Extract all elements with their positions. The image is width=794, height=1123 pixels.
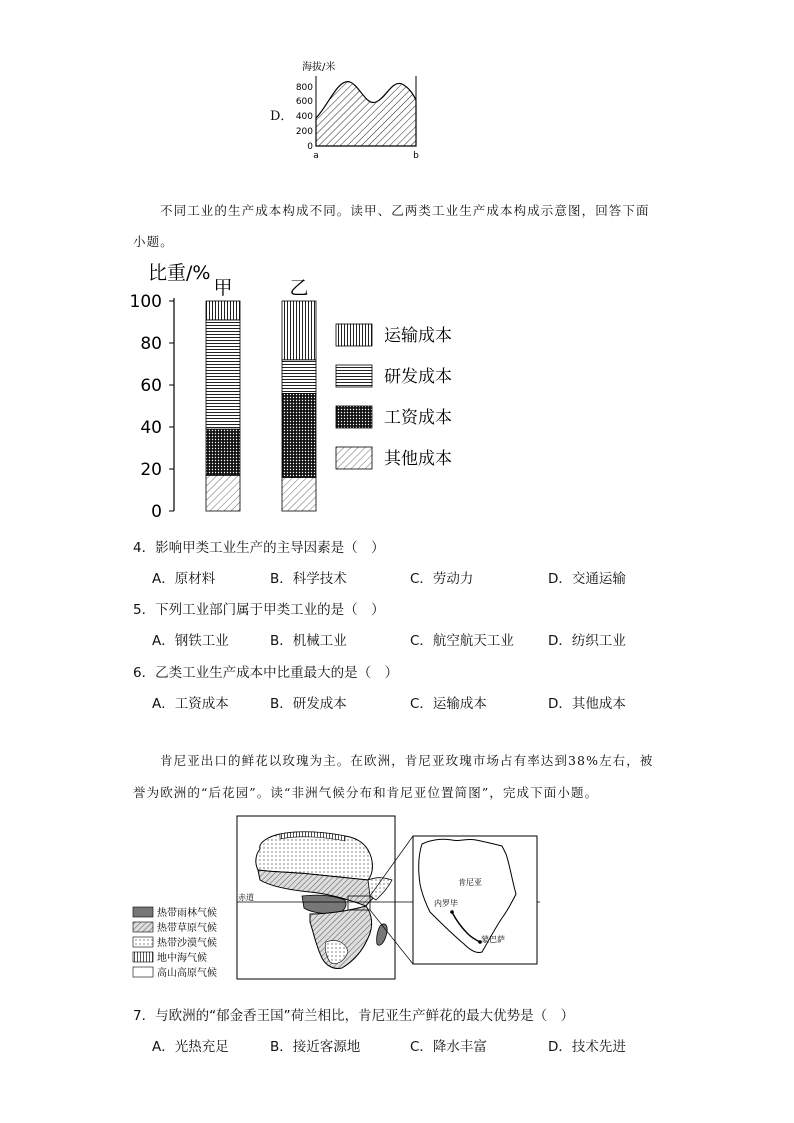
bar-chart-ylabel: 比重/% <box>148 262 211 284</box>
bar-segment <box>282 301 316 360</box>
kenya-label: 肯尼亚 <box>458 878 482 887</box>
legend-swatch-mediterranean <box>133 952 153 962</box>
bar-chart-ytick-label: 100 <box>130 292 162 312</box>
bar-chart-ytick-label: 60 <box>140 376 162 396</box>
legend-label: 地中海气候 <box>157 953 207 964</box>
nairobi-label: 内罗毕 <box>434 899 458 908</box>
q4-option-b[interactable]: B．科学技术 <box>270 571 347 587</box>
legend-label: 高山高原气候 <box>157 968 217 979</box>
bar-legend-swatch <box>336 324 372 346</box>
bar-segment <box>206 475 240 511</box>
bar-legend-label: 工资成本 <box>384 408 452 428</box>
mombasa-label: 蒙巴萨 <box>481 935 505 944</box>
q5-option-a[interactable]: A．钢铁工业 <box>152 633 229 649</box>
elevation-ytick: 800 <box>295 83 313 93</box>
legend-label: 热带雨林气候 <box>157 908 217 919</box>
passage1-line1: 不同工业的生产成本构成不同。读甲、乙两类工业生产成本构成示意图，回答下面 <box>160 203 650 218</box>
q6-option-a[interactable]: A．工资成本 <box>152 696 229 712</box>
bar-category-label: 乙 <box>289 277 309 299</box>
elevation-profile-chart <box>288 56 428 164</box>
q5-option-b[interactable]: B．机械工业 <box>270 633 347 649</box>
legend-swatch-rainforest <box>133 907 153 917</box>
q4-option-d[interactable]: D．交通运输 <box>548 571 626 587</box>
q7-option-a[interactable]: A．光热充足 <box>152 1039 229 1055</box>
bar-segment <box>206 301 240 320</box>
elevation-xlabel-a: a <box>313 151 319 161</box>
q7-option-b[interactable]: B．接近客源地 <box>270 1039 361 1055</box>
africa-climate-map <box>130 814 540 984</box>
bar-segment <box>206 429 240 475</box>
bar-segment <box>282 393 316 477</box>
q5-option-c[interactable]: C．航空航天工业 <box>410 633 514 649</box>
bar-segment <box>282 360 316 394</box>
map-legend <box>133 906 217 979</box>
bar-legend-swatch <box>336 406 372 428</box>
legend-swatch-highland <box>133 967 153 977</box>
bar-chart-ytick-label: 20 <box>140 460 162 480</box>
q5-stem: 5．下列工业部门属于甲类工业的是（ ） <box>133 602 385 618</box>
bar-legend-swatch <box>336 447 372 469</box>
bar-segment <box>206 320 240 429</box>
bar-legend-label: 运输成本 <box>384 326 452 346</box>
legend-label: 热带草原气候 <box>157 923 217 934</box>
option-d-label: D． <box>270 109 294 124</box>
q5-option-d[interactable]: D．纺织工业 <box>548 633 626 649</box>
bar-legend-label: 研发成本 <box>384 367 452 387</box>
passage2-line2: 誉为欧洲的“后花园”。读“非洲气候分布和肯尼亚位置简图”，完成下面小题。 <box>133 785 599 800</box>
passage2-line1: 肯尼亚出口的鲜花以玫瑰为主。在欧洲，肯尼亚玫瑰市场占有率达到38%左右，被 <box>160 753 654 768</box>
legend-label: 热带沙漠气候 <box>157 938 217 949</box>
elevation-ylabel: 海拔/米 <box>302 62 336 73</box>
q7-stem: 7．与欧洲的“郁金香王国”荷兰相比，肯尼亚生产鲜花的最大优势是（ ） <box>133 1008 575 1024</box>
equator-label: 赤道 <box>238 893 254 902</box>
elevation-ytick: 400 <box>295 112 313 122</box>
q4-stem: 4．影响甲类工业生产的主导因素是（ ） <box>133 540 385 556</box>
q6-option-b[interactable]: B．研发成本 <box>270 696 347 712</box>
elevation-ytick: 200 <box>295 127 313 137</box>
q4-option-a[interactable]: A．原材料 <box>152 571 216 587</box>
bar-chart-ytick-label: 40 <box>140 418 162 438</box>
legend-swatch-savanna <box>133 922 153 932</box>
passage1-line2: 小题。 <box>133 234 174 249</box>
elevation-xlabel-b: b <box>413 151 419 161</box>
q6-option-d[interactable]: D．其他成本 <box>548 696 626 712</box>
q7-option-c[interactable]: C．降水丰富 <box>410 1039 487 1055</box>
bar-category-label: 甲 <box>213 277 233 299</box>
q6-option-c[interactable]: C．运输成本 <box>410 696 487 712</box>
cost-structure-chart <box>130 258 480 520</box>
q4-option-c[interactable]: C．劳动力 <box>410 571 474 587</box>
elevation-ytick: 0 <box>307 142 313 152</box>
legend-swatch-desert <box>133 937 153 947</box>
elevation-profile-area <box>316 82 416 146</box>
bar-chart-ytick-label: 0 <box>151 502 162 520</box>
elevation-ytick: 600 <box>295 97 313 107</box>
bar-segment <box>282 477 316 511</box>
q7-option-d[interactable]: D．技术先进 <box>548 1039 626 1055</box>
bar-legend-swatch <box>336 365 372 387</box>
bar-chart-ytick-label: 80 <box>140 334 162 354</box>
q6-stem: 6．乙类工业生产成本中比重最大的是（ ） <box>133 665 399 681</box>
bar-legend-label: 其他成本 <box>384 449 452 469</box>
